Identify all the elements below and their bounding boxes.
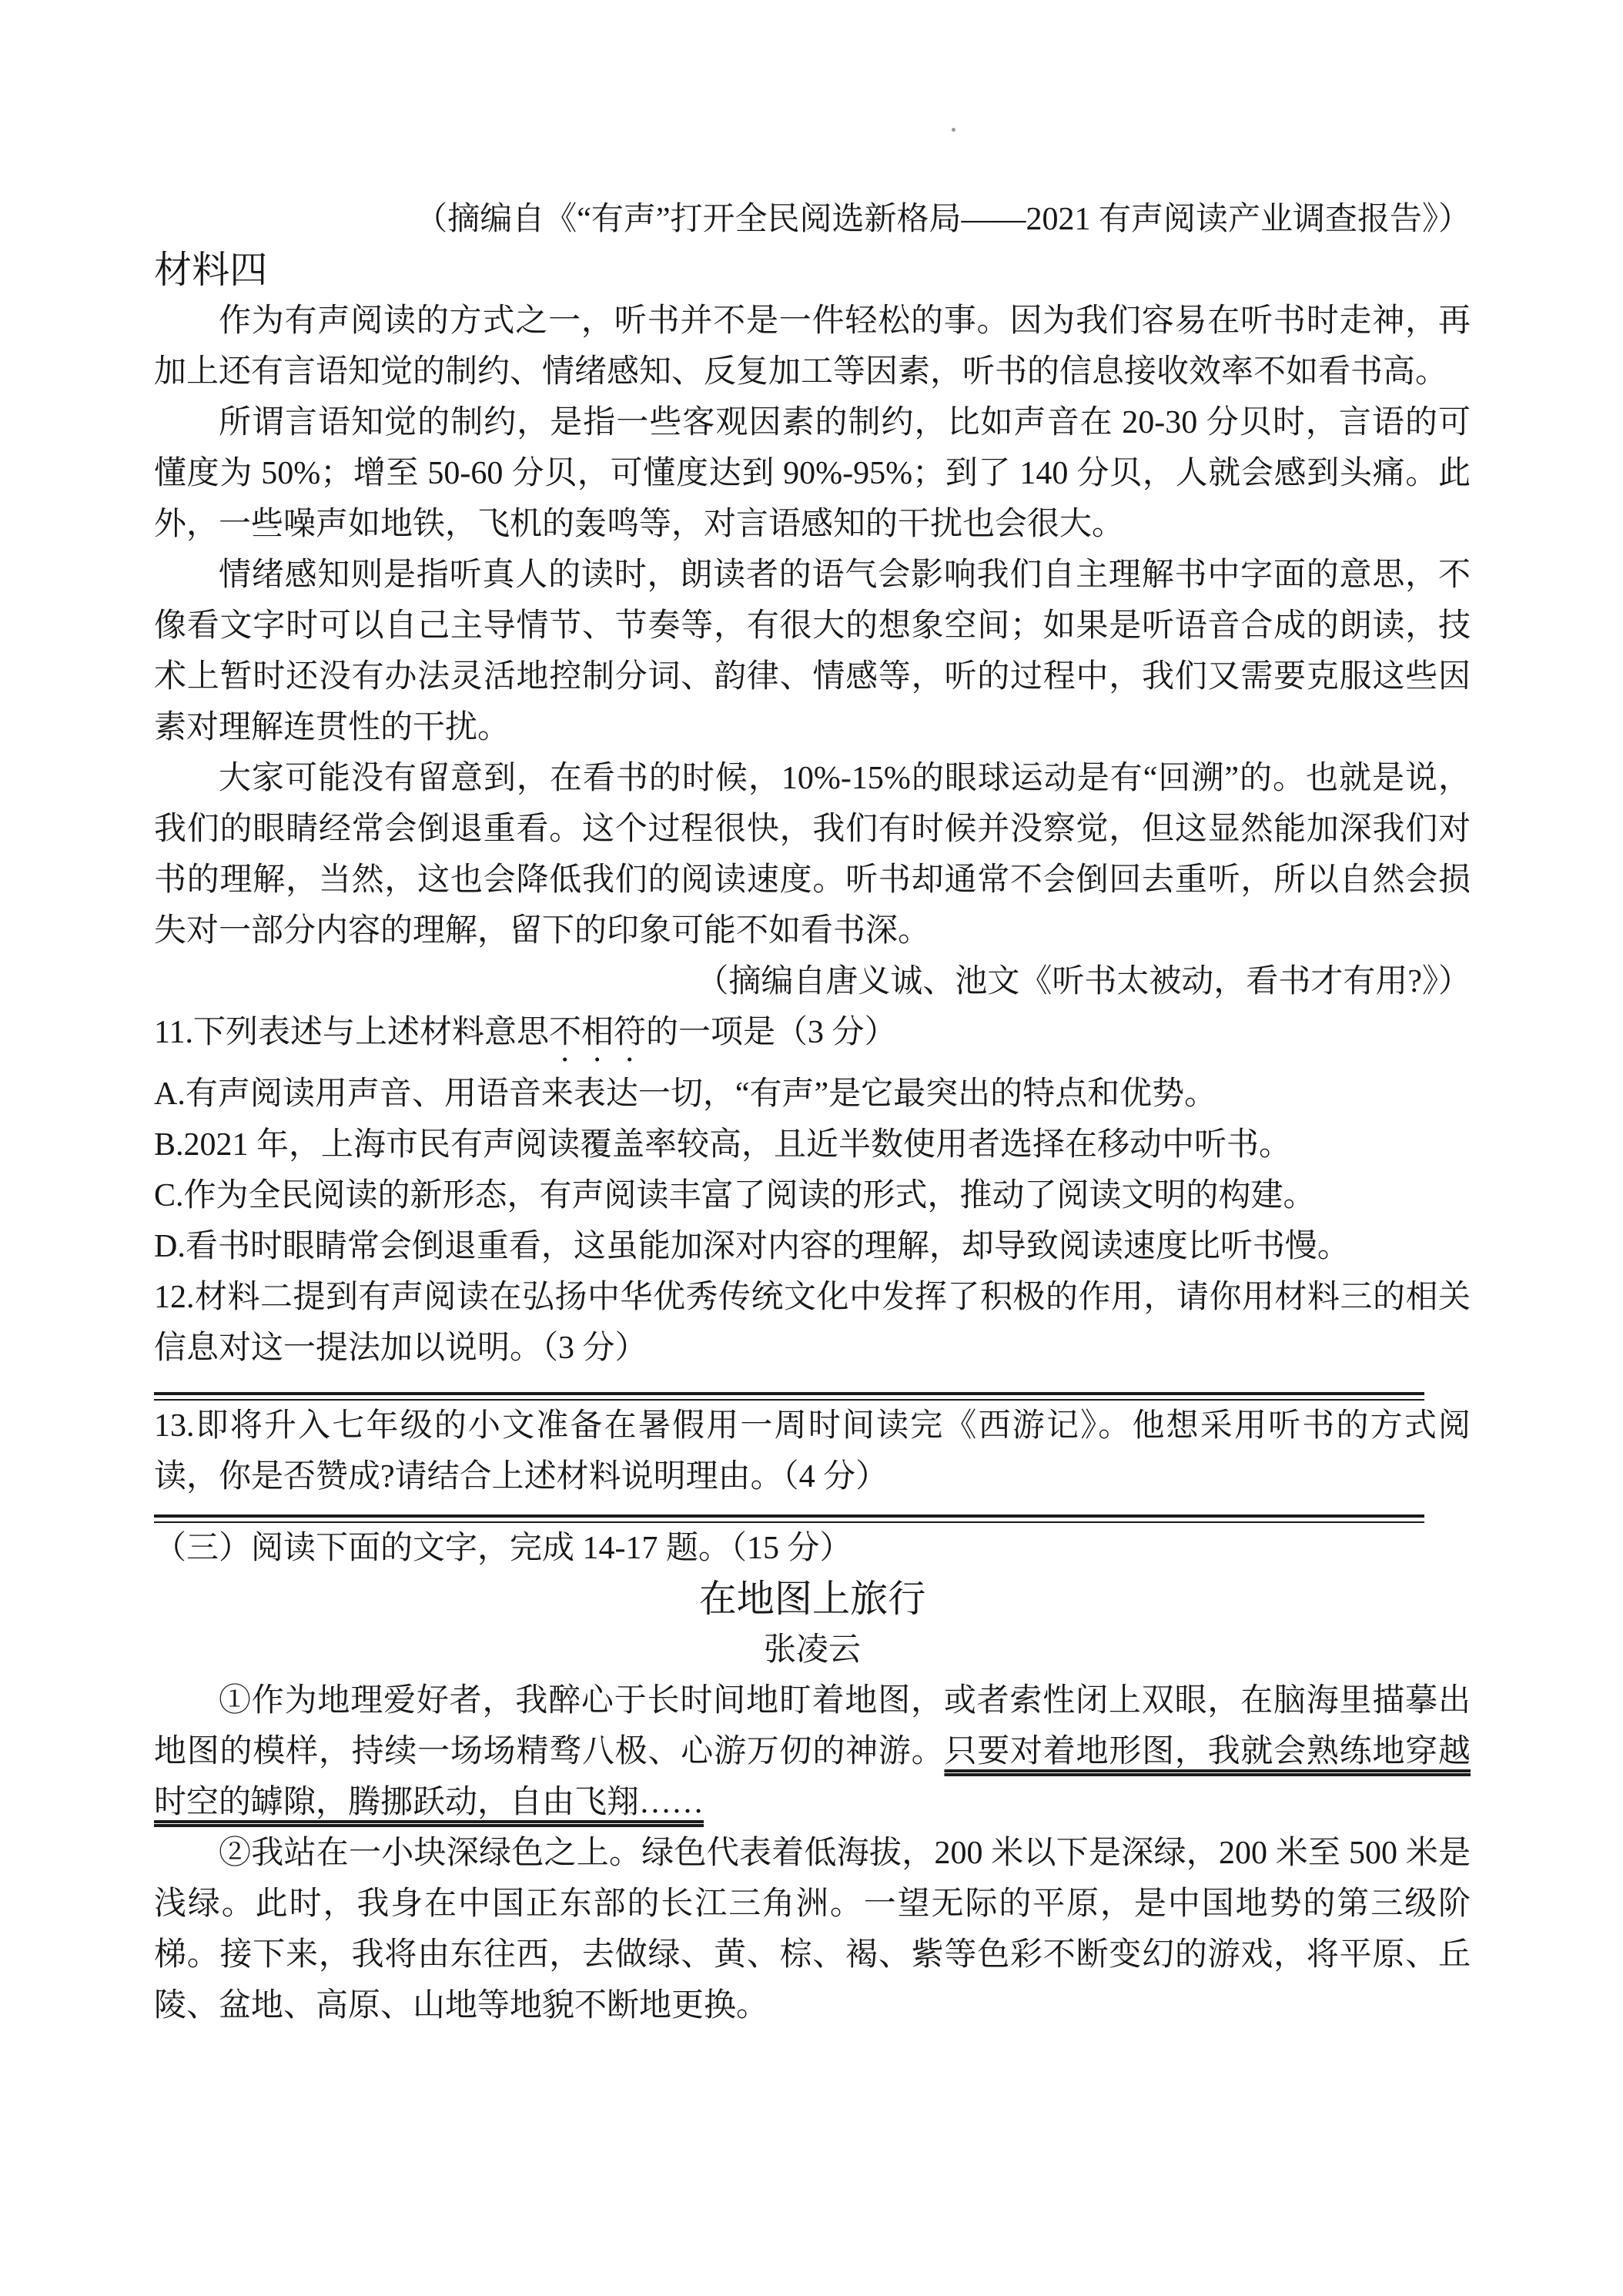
material-four-paragraph-3: 情绪感知则是指听真人的读时，朗读者的语气会影响我们自主理解书中字面的意思，不像看文字时可以自己主导情节、节奏等，有很大的想象空间；如果是听语音合成的朗读，技术上暂时还没有办法灵活地控制分词、韵律、情感等，听的过程中，我们又需要克服这些因素对理解连贯性的干扰。 bbox=[154, 557, 1471, 745]
passage-paragraph-2: ②我站在一小块深绿色之上。绿色代表着低海拔，200 米以下是深绿，200 米至 500 米是浅绿。此时，我身在中国正东部的长江三角洲。一望无际的平原，是中国地势的第三级阶梯。接下来，我将由东往西，去做绿、黄、棕、褐、紫等色彩不断变幻的游戏，将平原、丘陵、盆地、高原、山地等地貌不断地更换。 bbox=[154, 1836, 1471, 2023]
material-four-paragraph-1: 作为有声阅读的方式之一，听书并不是一件轻松的事。因为我们容易在听书时走神，再加上还有言语知觉的制约、情绪感知、反复加工等因素，听书的信息接收效率不如看书高。 bbox=[154, 303, 1471, 390]
material-four-heading: 材料四 bbox=[154, 249, 268, 291]
question-12: 12.材料二提到有声阅读在弘扬中华优秀传统文化中发挥了积极的作用，请你用材料三的相关信息对这一提法加以说明。（3 分） bbox=[154, 1280, 1471, 1366]
passage-title: 在地图上旅行 bbox=[698, 1578, 926, 1620]
question-11-option-c: C.作为全民阅读的新形态，有声阅读丰富了阅读的形式，推动了阅读文明的构建。 bbox=[154, 1178, 1316, 1213]
passage-paragraph-1-plain: ①作为地理爱好者，我醉心于长时间地盯着地图，或者索性闭上双眼，在脑海里描摹出地图的模样，持续一场场精骛八极、心游万仞的神游。 bbox=[154, 1683, 1471, 1769]
question-11-stem-prefix: 11.下列表述与上述材料意思 bbox=[154, 1015, 549, 1050]
source-note-top: （摘编自《“有声”打开全民阅选新格局——2021 有声阅读产业调查报告》） bbox=[415, 202, 1471, 237]
question-11-stem bbox=[154, 1007, 1471, 1069]
question-11-emphasized-words: 不相符 bbox=[548, 1015, 646, 1050]
passage-author: 张凌云 bbox=[763, 1632, 861, 1668]
material-four-paragraph-2: 所谓言语知觉的制约，是指一些客观因素的制约，比如声音在 20-30 分贝时，言语的可懂度为 50%；增至 50-60 分贝，可懂度达到 90%-95%；到了 140 分贝，人就会感到头痛。此外，一些噪声如地铁，飞机的轰鸣等，对言语感知的干扰也会很大。 bbox=[154, 405, 1471, 542]
question-11-option-b: B.2021 年，上海市民有声阅读覆盖率较高，且近半数使用者选择在移动中听书。 bbox=[154, 1127, 1292, 1163]
exam-content bbox=[154, 0, 1471, 2031]
passage-paragraph-1-underlined: 只要对着地形图，我就会熟练地穿越时空的罅隙，腾挪跃动，自由飞翔…… bbox=[154, 1734, 1471, 1820]
question-13: 13.即将升入七年级的小文准备在暑假用一周时间读完《西游记》。他想采用听书的方式阅读，你是否赞成?请结合上述材料说明理由。（4 分） bbox=[154, 1408, 1471, 1494]
material-four-paragraph-4: 大家可能没有留意到，在看书的时候，10%-15%的眼球运动是有“回溯”的。也就是说，我们的眼睛经常会倒退重看。这个过程很快，我们有时候并没察觉，但这显然能加深我们对书的理解，当然，这也会降低我们的阅读速度。听书却通常不会倒回去重听，所以自然会损失对一部分内容的理解，留下的印象可能不如看书深。 bbox=[154, 761, 1471, 949]
question-11-option-d: D.看书时眼睛常会倒退重看，这虽能加深对内容的理解，却导致阅读速度比听书慢。 bbox=[154, 1229, 1350, 1264]
answer-area-divider-1 bbox=[154, 1392, 1424, 1401]
section-three-instruction: （三）阅读下面的文字，完成 14-17 题。（15 分） bbox=[154, 1531, 852, 1566]
source-note-material-four: （摘编自唐义诚、池文《听书太被动，看书才有用?》） bbox=[696, 964, 1471, 999]
passage-paragraph-1 bbox=[154, 1675, 1471, 1828]
question-11-option-a: A.有声阅读用声音、用语音来表达一切，“有声”是它最突出的特点和优势。 bbox=[154, 1076, 1217, 1112]
answer-area-divider-2 bbox=[154, 1514, 1424, 1523]
question-11-stem-suffix: 的一项是（3 分） bbox=[645, 1015, 897, 1050]
